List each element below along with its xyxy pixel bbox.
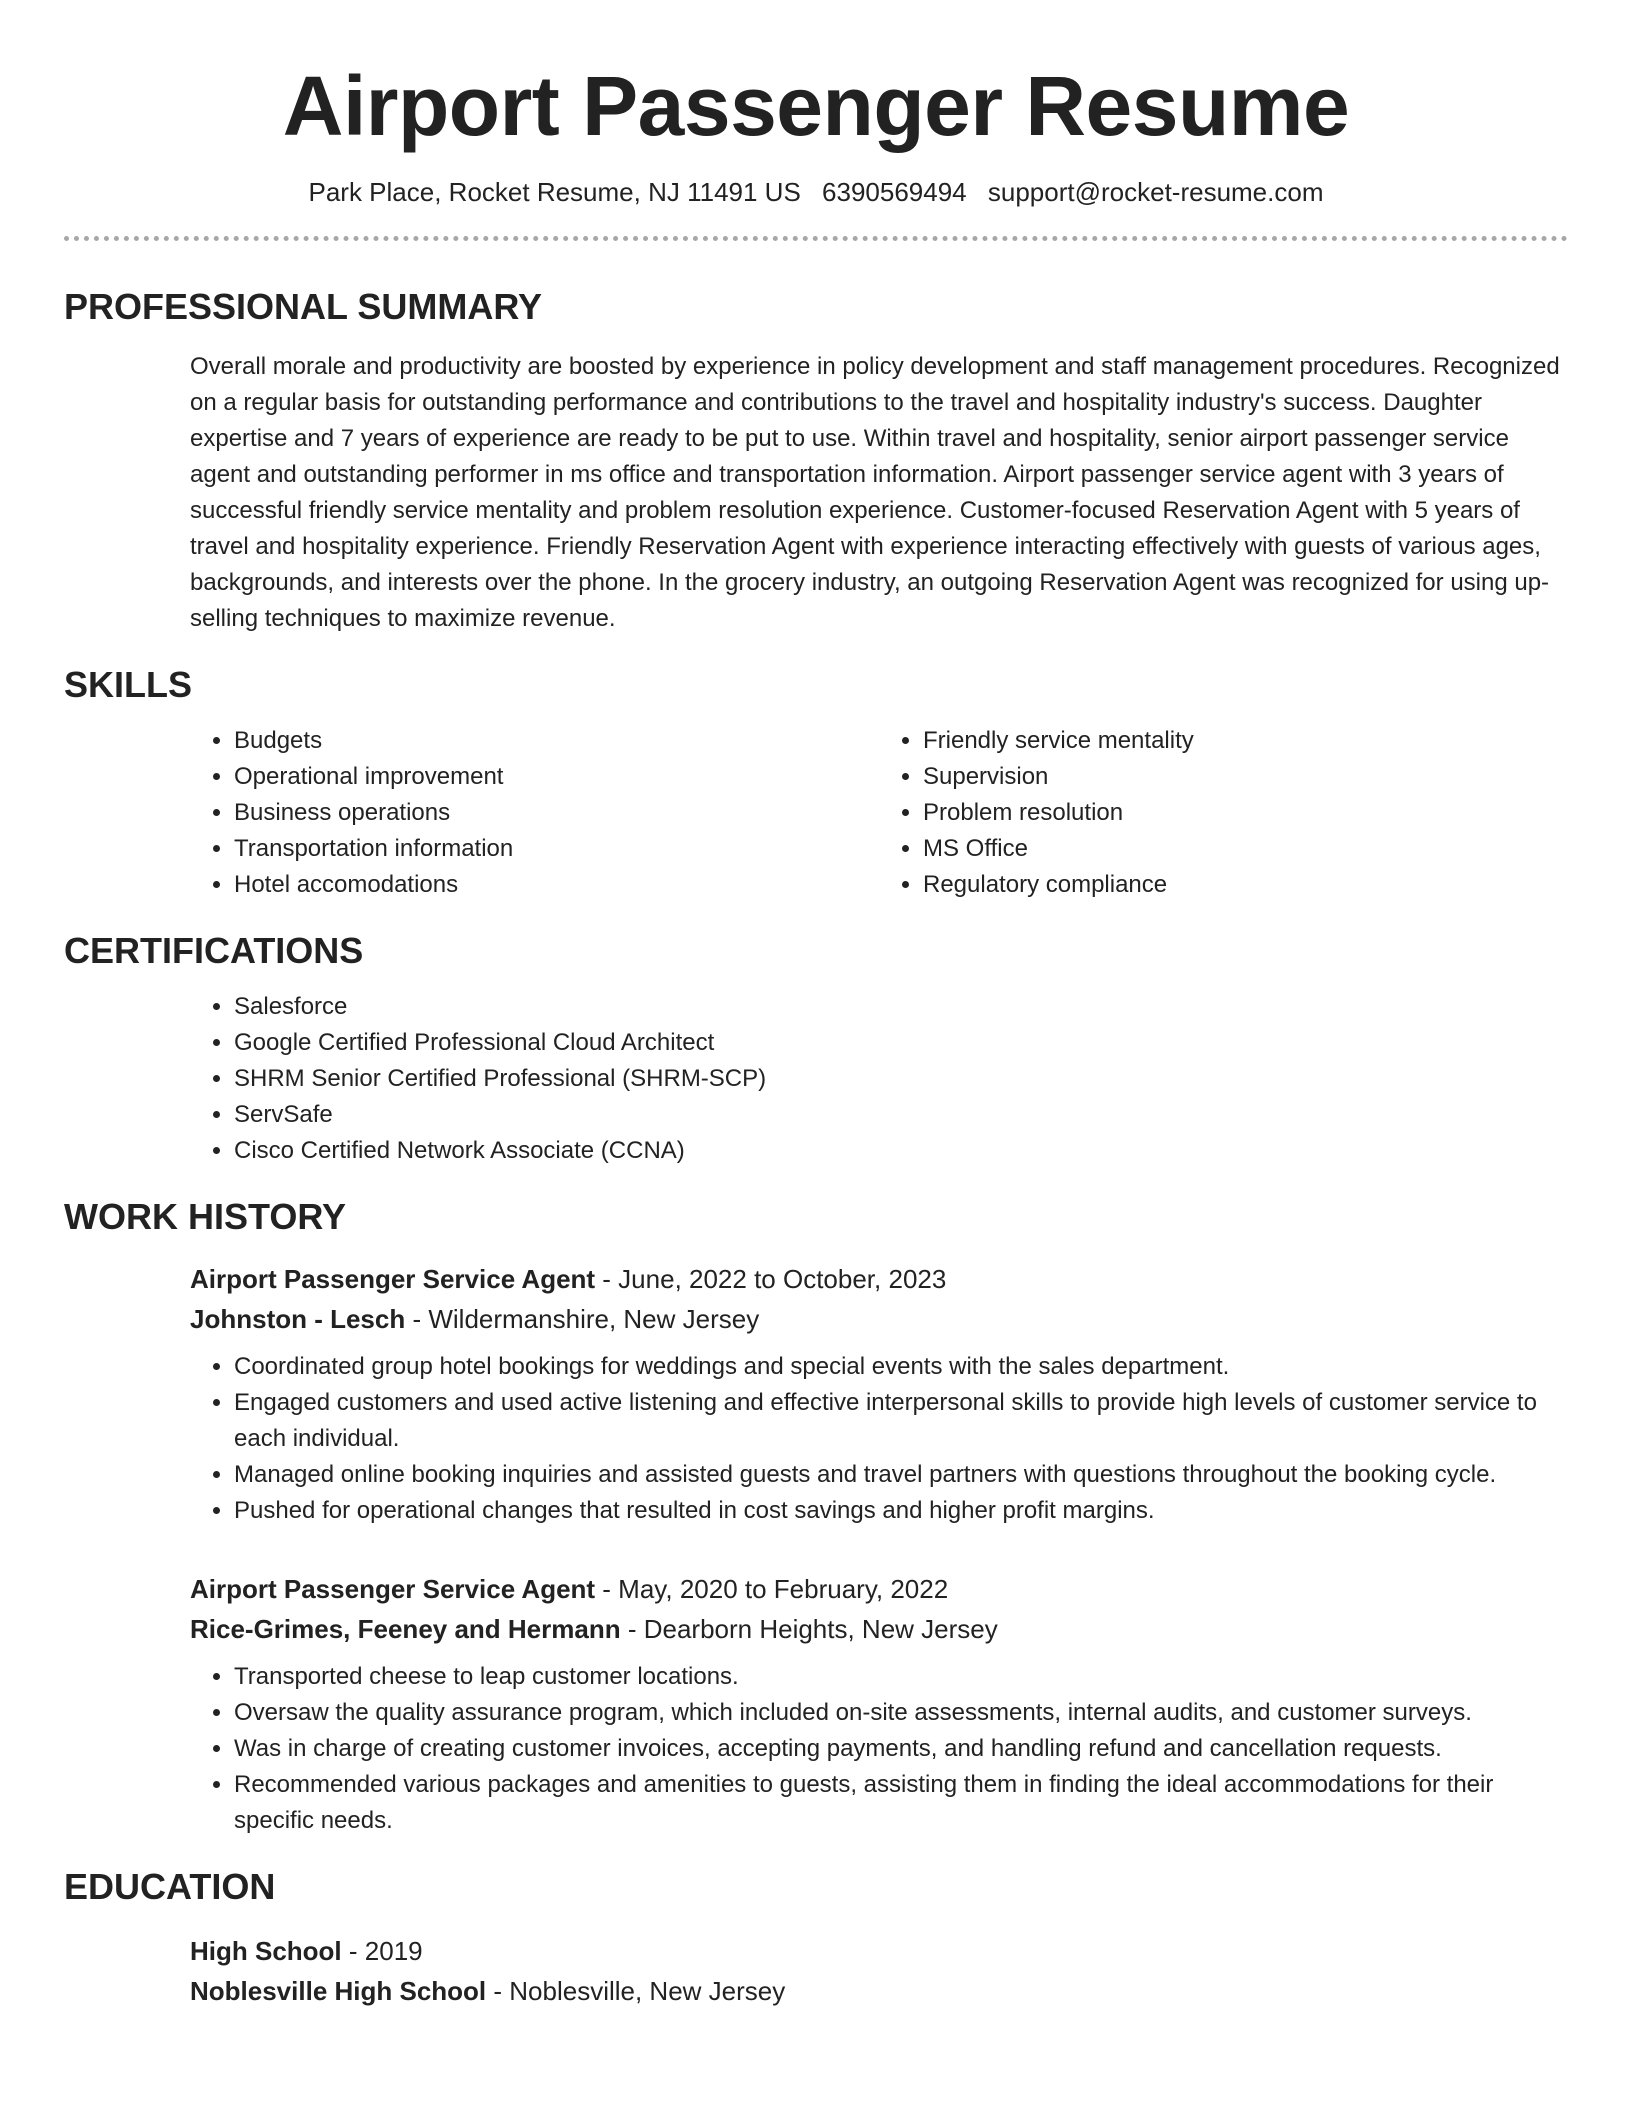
job-dates: - June, 2022 to October, 2023 [595, 1264, 947, 1294]
job-company: Rice-Grimes, Feeney and Hermann [190, 1614, 621, 1644]
education-degree-line [190, 1931, 1568, 1971]
contact-address: Park Place, Rocket Resume, NJ 11491 US [308, 177, 801, 207]
skill-item: • Transportation information [234, 831, 879, 867]
summary-text: Overall morale and productivity are boosted by experience in policy development and staff management procedures. Recognized on a regular basis for outstanding performance and contributions to the travel and hospitality industry's success. Daughter expertise and 7 years of experience are ready to be put to use. Within travel and hospitality, senior airport passenger service agent and outstanding performer in ms office and transportation information. Airport passenger service agent with 3 years of successful friendly service mentality and problem resolution experience. Customer-focused Reservation Agent with 5 years of travel and hospitality experience. Friendly Reservation Agent with experience interacting effectively with guests of various ages, backgrounds, and interests over the phone. In the grocery industry, an outgoing Reservation Agent was recognized for using up-selling techniques to maximize revenue. [190, 353, 1560, 632]
summary-heading: PROFESSIONAL SUMMARY [64, 286, 543, 327]
job-title: Airport Passenger Service Agent [190, 1264, 596, 1294]
job-location: - Wildermanshire, New Jersey [405, 1304, 760, 1334]
education-section [64, 1931, 1568, 2011]
skills-list-right [879, 723, 1568, 903]
education-school: Noblesville High School [190, 1976, 487, 2006]
certifications-heading: CERTIFICATIONS [64, 930, 364, 971]
job-company-line [190, 1299, 1568, 1339]
certification-item: • Salesforce [234, 989, 1568, 1025]
job-bullet: • Engaged customers and used active listening and effective interpersonal skills to provide high levels of customer service to each individual. [234, 1385, 1568, 1457]
skills-list-left [190, 723, 879, 903]
certification-item: • Cisco Certified Network Associate (CCNA) [234, 1133, 1568, 1169]
job-entry [190, 1569, 1568, 1839]
education-heading: EDUCATION [64, 1866, 276, 1907]
skill-item: • Supervision [923, 759, 1568, 795]
certifications-list [190, 989, 1568, 1169]
skill-item: • MS Office [923, 831, 1568, 867]
header-divider [64, 236, 1568, 241]
skill-item: • Friendly service mentality [923, 723, 1568, 759]
job-bullet: • Managed online booking inquiries and assisted guests and travel partners with questions throughout the booking cycle. [234, 1457, 1568, 1493]
skill-item: • Hotel accomodations [234, 867, 879, 903]
job-bullet: • Coordinated group hotel bookings for weddings and special events with the sales department. [234, 1349, 1568, 1385]
job-bullet: • Recommended various packages and amenities to guests, assisting them in finding the ideal accommodations for their specific needs. [234, 1767, 1568, 1839]
skills-section [64, 707, 1568, 903]
job-location: - Dearborn Heights, New Jersey [620, 1614, 998, 1644]
education-year: - 2019 [341, 1936, 423, 1966]
job-title-line [190, 1569, 1568, 1609]
certification-item: • Google Certified Professional Cloud Architect [234, 1025, 1568, 1061]
skill-item: • Operational improvement [234, 759, 879, 795]
work-history-heading: WORK HISTORY [64, 1196, 347, 1237]
job-bullet: • Pushed for operational changes that resulted in cost savings and higher profit margins. [234, 1493, 1568, 1529]
job-entry [190, 1259, 1568, 1529]
summary-section [64, 349, 1568, 637]
job-bullet: • Was in charge of creating customer invoices, accepting payments, and handling refund and cancellation requests. [234, 1731, 1568, 1767]
job-company-line [190, 1609, 1568, 1649]
job-company: Johnston - Lesch [190, 1304, 406, 1334]
job-bullets [190, 1659, 1568, 1839]
job-bullet: • Transported cheese to leap customer locations. [234, 1659, 1568, 1695]
education-location: - Noblesville, New Jersey [486, 1976, 786, 2006]
skill-item: • Problem resolution [923, 795, 1568, 831]
job-bullets [190, 1349, 1568, 1529]
certifications-section [64, 989, 1568, 1169]
contact-phone: 6390569494 [822, 177, 967, 207]
job-title: Airport Passenger Service Agent [190, 1574, 596, 1604]
education-degree: High School [190, 1936, 342, 1966]
contact-line [64, 174, 1568, 210]
job-bullet: • Oversaw the quality assurance program, which included on-site assessments, internal audits, and customer surveys. [234, 1695, 1568, 1731]
job-title-line [190, 1259, 1568, 1299]
work-history-section [64, 1259, 1568, 1839]
job-dates: - May, 2020 to February, 2022 [595, 1574, 949, 1604]
skill-item: • Business operations [234, 795, 879, 831]
certification-item: • ServSafe [234, 1097, 1568, 1133]
resume-title: Airport Passenger Resume [282, 59, 1350, 153]
skills-heading: SKILLS [64, 664, 193, 705]
contact-email: support@rocket-resume.com [987, 177, 1324, 207]
skill-item: • Budgets [234, 723, 879, 759]
certification-item: • SHRM Senior Certified Professional (SHRM-SCP) [234, 1061, 1568, 1097]
skill-item: • Regulatory compliance [923, 867, 1568, 903]
education-school-line [190, 1971, 1568, 2011]
